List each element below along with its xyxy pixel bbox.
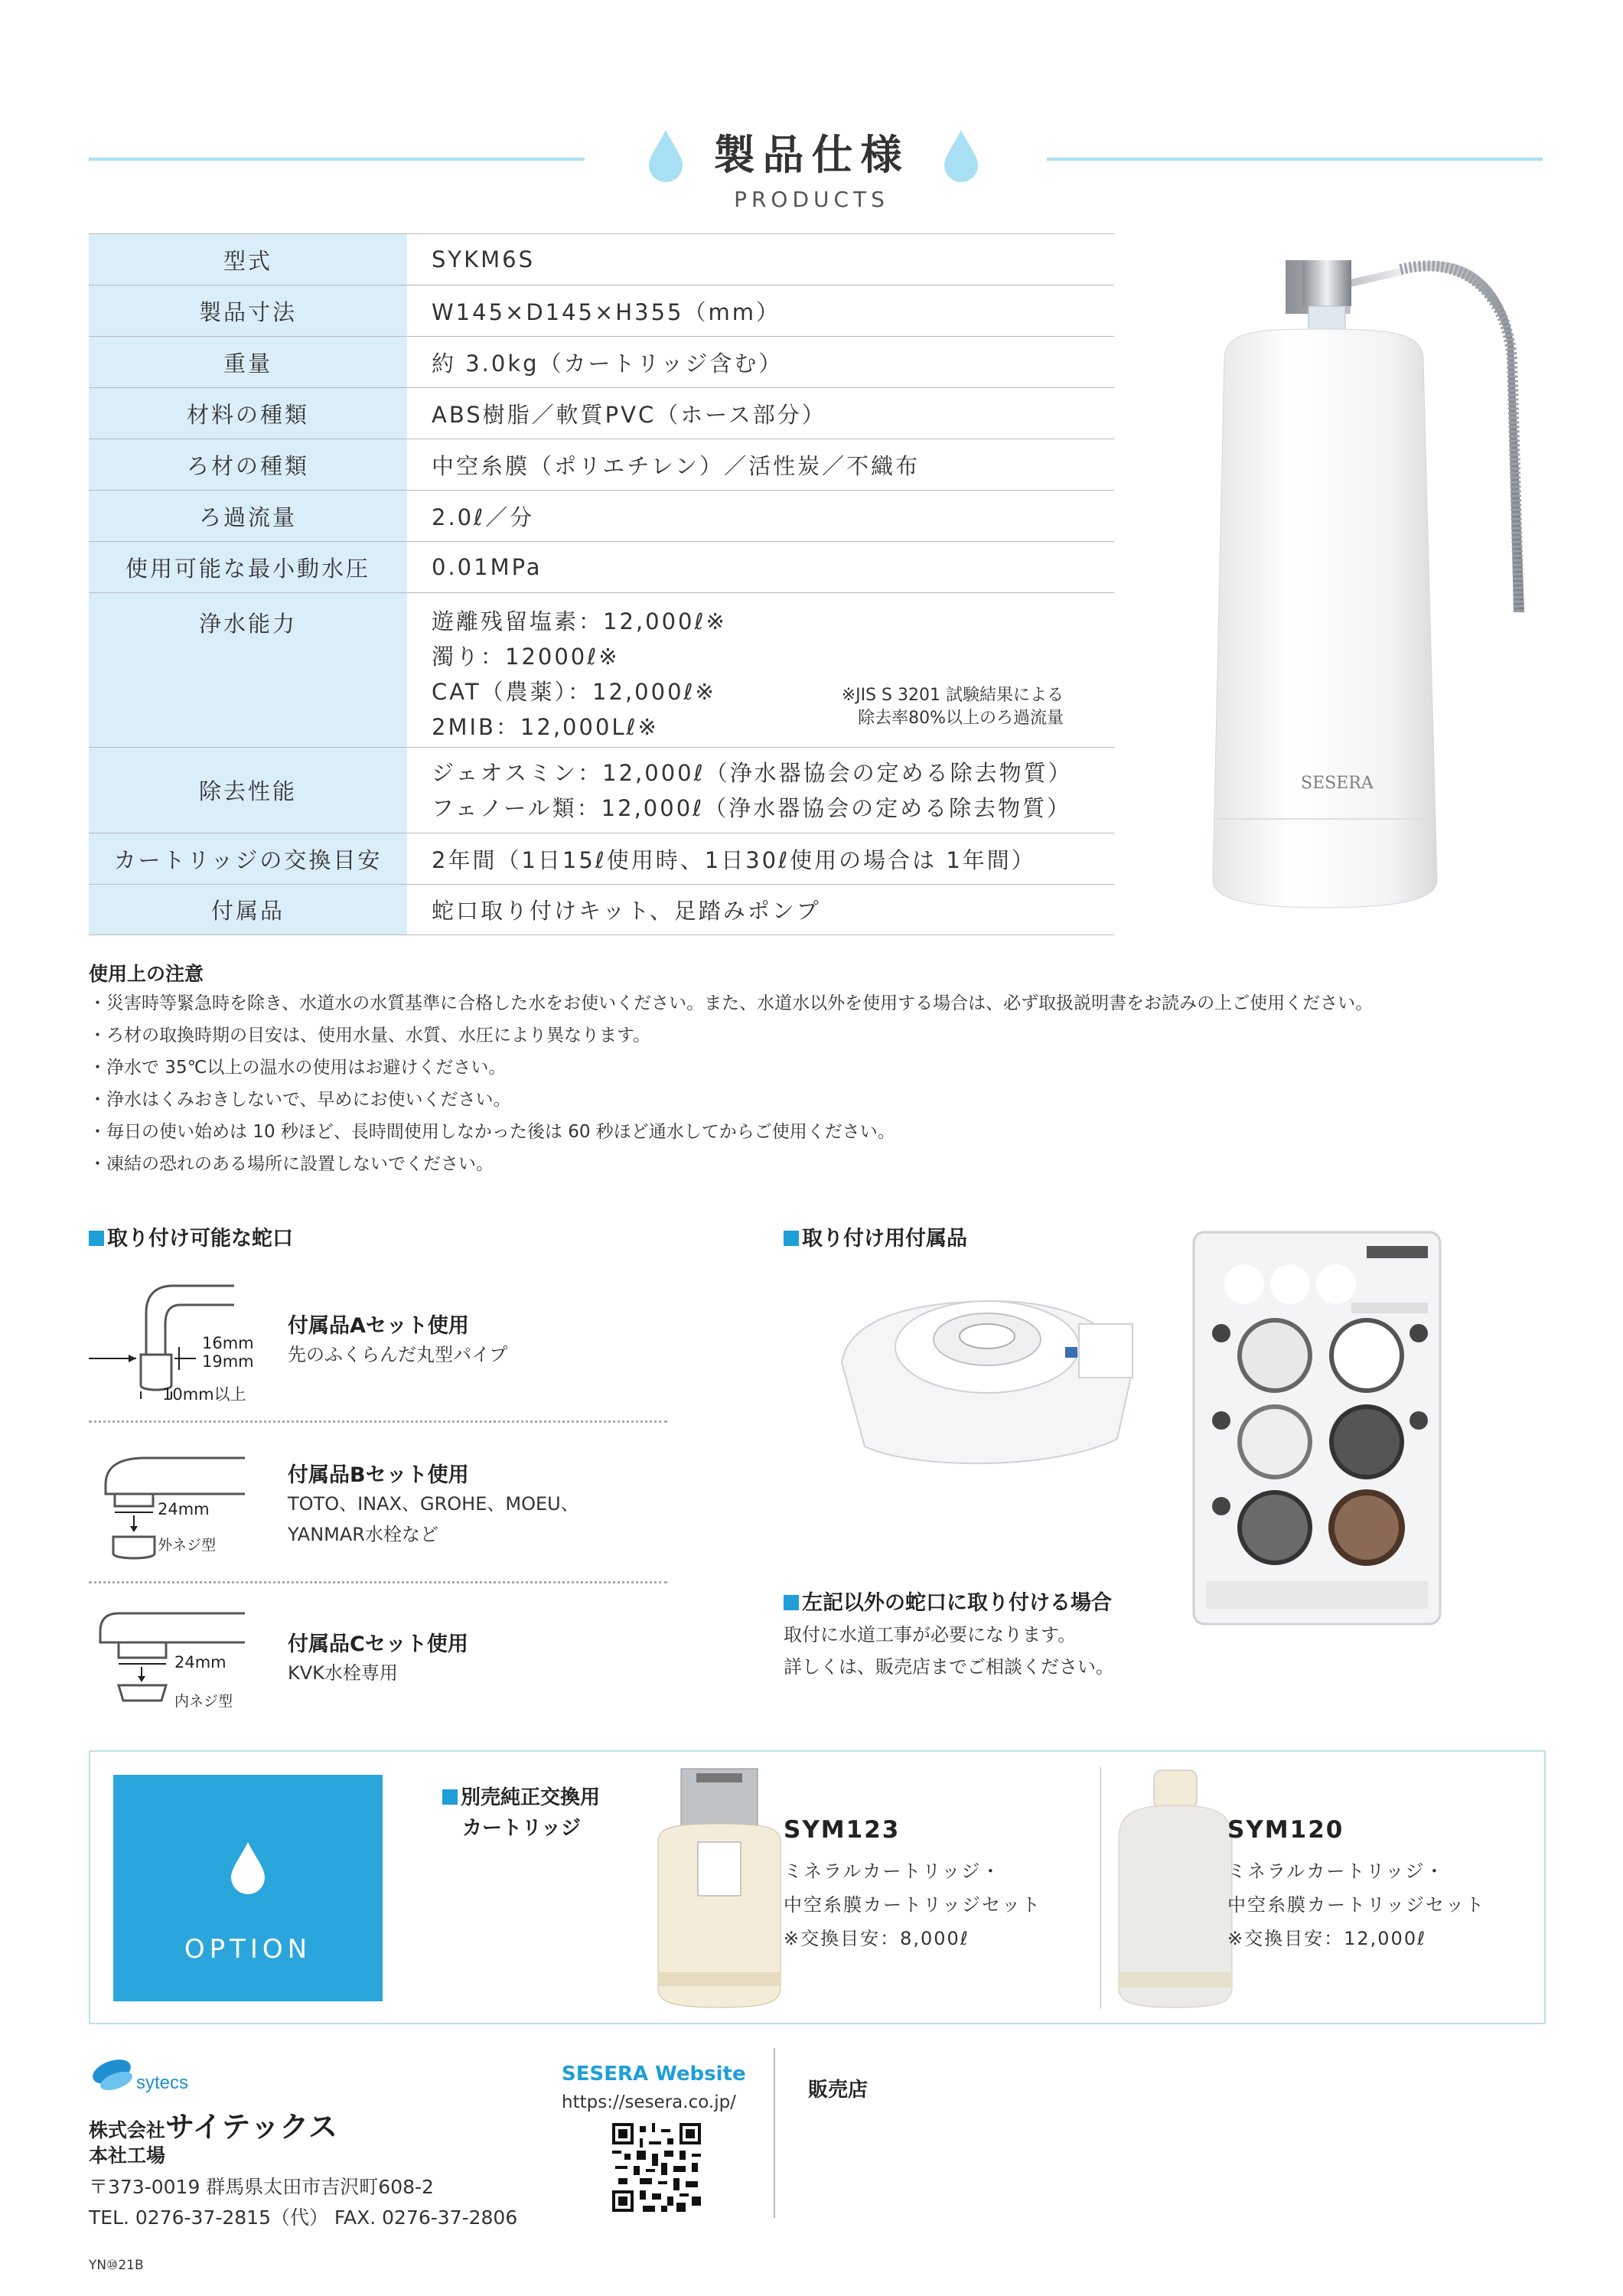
square-bullet-icon [442,1789,458,1805]
spec-label: 重量 [89,337,407,387]
dim-label: 16mm [202,1334,254,1352]
water-purifier-image [1171,253,1538,926]
spec-label: 付属品 [89,885,407,934]
option-item-desc-line: ミネラルカートリッジ・ [784,1861,1002,1882]
spec-value: フェノール類：12,000ℓ（浄水器協会の定める除去物質） [432,794,1072,821]
option-section-title-line: カートリッジ [462,1817,581,1840]
square-bullet-icon [784,1231,799,1246]
faucet-section-title-text: 取り付け可能な蛇口 [107,1227,293,1251]
option-section-title [442,1782,600,1844]
option-divider [1100,1767,1101,2009]
dim-label: 24mm [174,1653,227,1671]
spec-label: 製品寸法 [89,285,407,336]
spec-row [89,490,1114,541]
document-code: YN⑩21B [89,2258,144,2273]
dotted-divider [89,1420,667,1423]
spec-row [89,233,1114,285]
option-item-desc-line: 中空糸膜カートリッジセット [1227,1894,1486,1916]
spec-label: 使用可能な最小動水圧 [89,542,407,592]
square-bullet-icon [784,1595,799,1610]
set-c-desc: KVK水栓専用 [288,1662,398,1684]
jis-note [842,684,1064,730]
dim-label: 24mm [158,1500,210,1518]
jis-note-line: ※JIS S 3201 試験結果による [841,686,1064,705]
adapter-kit-package-image [1191,1229,1443,1627]
cartridge-sym120-image [1106,1766,1244,2012]
spec-table [89,233,1114,935]
company-name [89,2103,337,2145]
spec-value: 0.01MPa [432,554,543,580]
spec-row [89,747,1114,833]
logo-text: sytecs [136,2073,189,2093]
spec-label: 除去性能 [89,748,407,833]
accessory-section-title-text: 取り付け用付属品 [802,1227,967,1251]
spec-row [89,833,1114,884]
spec-row [89,439,1114,490]
dim-label: 外ネジ型 [158,1537,217,1554]
spec-value: W145×D145×H355（mm） [432,298,781,325]
accessory-section-title [784,1221,967,1251]
spec-value: SYKM6S [432,246,536,272]
spec-row [89,387,1114,439]
page-subtitle: PRODUCTS [734,187,889,212]
set-a-heading: 付属品Aセット使用 [288,1314,469,1338]
dealer-label: 販売店 [808,2079,869,2102]
caution-item: ・浄水で 35℃以上の温水の使用はお避けください。 [89,1058,507,1078]
option-item-desc-line: ミネラルカートリッジ・ [1227,1861,1445,1882]
factory-label: 本社工場 [89,2144,166,2167]
spec-value: ジェオスミン：12,000ℓ（浄水器協会の定める除去物質） [432,759,1073,786]
other-faucet-desc: 詳しくは、販売店までご相談ください。 [784,1656,1114,1678]
other-faucet-section-title [784,1586,1112,1616]
caution-item: ・ろ材の取換時期の目安は、使用水量、水質、水圧により異なります。 [89,1026,651,1045]
spec-row [89,592,1114,747]
spec-value: 蛇口取り付けキット、足踏みポンプ [432,898,821,924]
set-c-heading: 付属品Cセット使用 [288,1632,468,1656]
spec-row [89,336,1114,387]
set-b-desc: TOTO、INAX、GROHE、MOEU、 [288,1493,579,1515]
brand-logo-text: SESERA [1301,774,1374,793]
option-section-title-line: 別売純正交換用 [461,1786,601,1809]
dim-label: 10mm以上 [162,1385,246,1404]
caution-item: ・凍結の恐れのある場所に設置しないでください。 [89,1154,494,1174]
option-label: OPTION [184,1934,312,1965]
option-item-name: SYM120 [1227,1816,1344,1844]
spec-value: 遊離残留塩素：12,000ℓ※ [432,608,727,634]
option-panel [113,1775,383,2001]
spec-label: 材料の種類 [89,388,407,439]
square-bullet-icon [89,1231,104,1246]
set-a-desc: 先のふくらんだ丸型パイプ [288,1344,508,1365]
spec-label: 浄水能力 [89,593,407,747]
dim-label: 19mm [202,1352,254,1371]
address: 〒373-0019 群馬県太田市吉沢町608-2 [89,2176,434,2198]
footer-divider [774,2048,775,2218]
spec-value: 2MIB：12,000Lℓ※ [432,714,659,740]
website-title: SESERA Website [562,2063,746,2086]
company-name-text: サイテックス [165,2110,337,2144]
spec-value: 中空糸膜（ポリエチレン）／活性炭／不織布 [432,452,921,479]
spec-value: ABS樹脂／軟質PVC（ホース部分） [432,401,826,428]
option-item-name: SYM123 [784,1816,901,1844]
spec-label: カートリッジの交換目安 [89,833,407,884]
website-url[interactable]: https://sesera.co.jp/ [562,2092,736,2112]
phone-fax: TEL. 0276-37-2815（代） FAX. 0276-37-2806 [89,2206,518,2229]
option-item-desc-line: ※交換目安：12,000ℓ [1227,1928,1426,1949]
cartridge-sym123-image [650,1766,788,2012]
spec-row [89,541,1114,592]
water-drop-icon [227,1841,269,1896]
caution-title: 使用上の注意 [89,963,204,985]
spec-value: CAT（農薬）：12,000ℓ※ [432,679,716,705]
caution-item: ・災害時等緊急時を除き、水道水の水質基準に合格した水をお使いください。また、水道水以外を使用する場合は、必ず取扱説明書をお読みの上ご使用ください。 [89,993,1374,1013]
qr-code-icon[interactable] [612,2123,701,2212]
set-b-heading: 付属品Bセット使用 [288,1463,469,1487]
option-item-desc-line: ※交換目安：8,000ℓ [784,1928,970,1949]
set-b-desc: YANMAR水栓など [288,1524,438,1545]
spec-row [89,285,1114,336]
jis-note-line: 除去率80%以上のろ過流量 [858,709,1064,728]
other-faucet-section-title-text: 左記以外の蛇口に取り付ける場合 [802,1591,1112,1615]
page-title: 製品仕様 [713,131,910,179]
faucet-adapter-image [826,1270,1155,1477]
faucet-section-title [89,1221,293,1251]
spec-label: 型式 [89,234,407,285]
option-box [89,1750,1546,2024]
spec-value: 濁り：12000ℓ※ [432,644,620,670]
spec-value: 2.0ℓ／分 [432,504,535,530]
caution-list [89,987,1543,1180]
option-item-desc-line: 中空糸膜カートリッジセット [784,1894,1042,1916]
company-prefix: 株式会社 [89,2119,166,2141]
spec-row [89,884,1114,935]
caution-item: ・毎日の使い始めは 10 秒ほど、長時間使用しなかった後は 60 秒ほど通水してからご使用ください。 [89,1122,895,1142]
spec-label: ろ材の種類 [89,439,407,490]
caution-item: ・浄水はくみおきしないで、早めにお使いください。 [89,1090,511,1110]
option-item-desc [784,1854,1041,1955]
other-faucet-desc: 取付に水道工事が必要になります。 [784,1624,1077,1645]
spec-value: 約 3.0kg（カートリッジ含む） [432,350,784,377]
spec-label: ろ過流量 [89,491,407,541]
dim-label: 内ネジ型 [174,1693,233,1710]
spec-value: 2年間（1日15ℓ使用時、1日30ℓ使用の場合は 1年間） [432,846,1036,873]
option-item-desc [1227,1854,1485,1955]
dotted-divider [89,1581,667,1583]
sytecs-logo [89,2055,196,2098]
